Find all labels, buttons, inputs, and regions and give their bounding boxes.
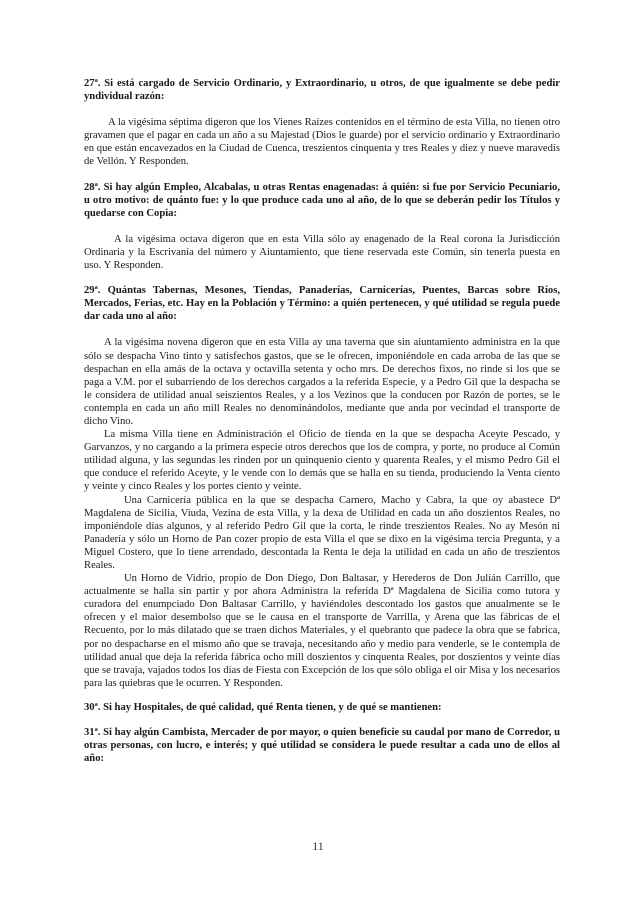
question-28: 28ª. Si hay algún Empleo, Alcabalas, u otras Rentas enagenadas: á quién: si fue por Servicio Pecuniario, u otro motivo: de quánto fue: y lo que produce cada uno al año, de lo que se deberán pedir los Títulos y quedarse con Copia: [84, 181, 560, 219]
answer-27: A la vigésima séptima digeron que los Vienes Raízes contenidos en el término de esta Villa, no tienen otro gravamen que el pagar en cada un año a su Majestad (Dios le guarde) por el servicio ordinario y Extraordinario en que están encavezados en la Ciudad de Cuenca, treszientos cinquenta y tres Reales y diez y nueve maravedís de Vellón. Y Responden. [84, 117, 560, 168]
answer-28: A la vigésima octava digeron que en esta Villa sólo ay enagenado de la Real corona la Jurisdicción Ordinaria y la Escrivanía del número y Aiuntamiento, que tiene reservada este Común, sin tenerla puesta en uso. Y Responden. [84, 233, 560, 272]
document-page [84, 77, 560, 765]
answer-29-carniceria: Una Carnicería pública en la que se despacha Carnero, Macho y Cabra, la que oy abastece Dª Magdalena de Sicilia, Viuda, Vezina de esta Villa, y la dexa de Utilidad en cada un año doszientos Reales, no imponiéndole días algunos, y al referido Pedro Gil que la corta, le rinde treszientos Reales. No ay Mesón ni Panadería y sólo un Horno de Pan cozer propio de esta Villa el que se dixo en la vigésima tercia Pregunta, y a Miguel Costero, que lo tiene arrendado, descontada la Renta le deja la utilidad en cada un año de treszientos Reales. [84, 494, 560, 571]
page-number: 11 [312, 839, 324, 853]
question-30: 30ª. Si hay Hospitales, de qué calidad, qué Renta tienen, y de qué se mantienen: [84, 701, 442, 713]
answer-29-tienda: La misma Villa tiene en Administración el Oficio de tienda en la que se despacha Aceyte Pescado, y Garvanzos, y no cargando a la primera especie otros derechos que los de compra, y porte, no produce al Común utilidad alguna, y las segundas les rinden por un quinquenio ciento y quarenta Reales, y el mismo Pedro Gil el que conduce el referido Aceyte, y le vende con lo demás que se halla en su tienda, produciendo la Venta ciento y veinte y cinco Reales y los portes ciento y veinte. [84, 429, 560, 493]
answer-29-horno-vidrio: Un Horno de Vidrio, propio de Don Diego, Don Baltasar, y Herederos de Don Julián Carrillo, que actualmente se halla sin partir y por ahora Administra la referida Dª Magdalena de Sicilia como tutora y curadora del enumpciado Don Baltasar Carrillo, y haviéndoles descontado los gastos que anualmente se le ofrecen y el maior desembolso que se le causa en el transporte de Varrilla, y Arena que las fábricas de el Recuento, por lo más dilatado que se traen dichos Materiales, y el quebranto que padece la obra que se fabrica, por no despacharse en el mismo año que se travaja, necesitando año y medio para venderle, se le contempla de utilidad anual que deja la referida fábrica ocho mill doszientos y cinquenta Reales, por doszientos y veinte días que se travaja, vajados todos los días de Fiesta con Excepción de los que sólo obliga el oir Misa y los necesarios para las quiebras que le ocurren. Y Responden. [84, 573, 560, 689]
question-29: 29ª. Quántas Tabernas, Mesones, Tiendas, Panaderías, Carnicerías, Puentes, Barcas sobre Ríos, Mercados, Ferias, etc. Hay en la Población y Término: a quién pertenecen, y qué utilidad se regula puede dar cada uno al año: [84, 285, 560, 323]
answer-29-taverna: A la vigésima novena digeron que en esta Villa ay una taverna que sin aiuntamiento administra en la que sólo se despacha Vino tinto y satisfechos gastos, que se le ofrecen, imponiéndole en cada arroba de las que se despachan en ella amás de la octava y octavilla setenta y ocho mrs. De derechos fixos, no rinde si los que se paga a V.M. por el subarriendo de los derechos cargados a la referida Especie, y a Pedro Gil que la despacha se le considera de utilidad anual seiszientos Reales, y a los Vezinos que la conducen por Razón de portes, se le contempla en cada un año mill Reales no denominándolos, mediante que anda por vecindad el transporte de dicho Vino. [84, 337, 560, 427]
question-27: 27ª. Si está cargado de Servicio Ordinario, y Extraordinario, u otros, de que igualmente se debe pedir yndividual razón: [84, 78, 560, 103]
question-31: 31ª. Si hay algún Cambista, Mercader de por mayor, o quien beneficie su caudal por mano de Corredor, u otras personas, con lucro, e interés; y qué utilidad se considera le puede resultar a cada uno de ellos al año: [84, 727, 560, 765]
